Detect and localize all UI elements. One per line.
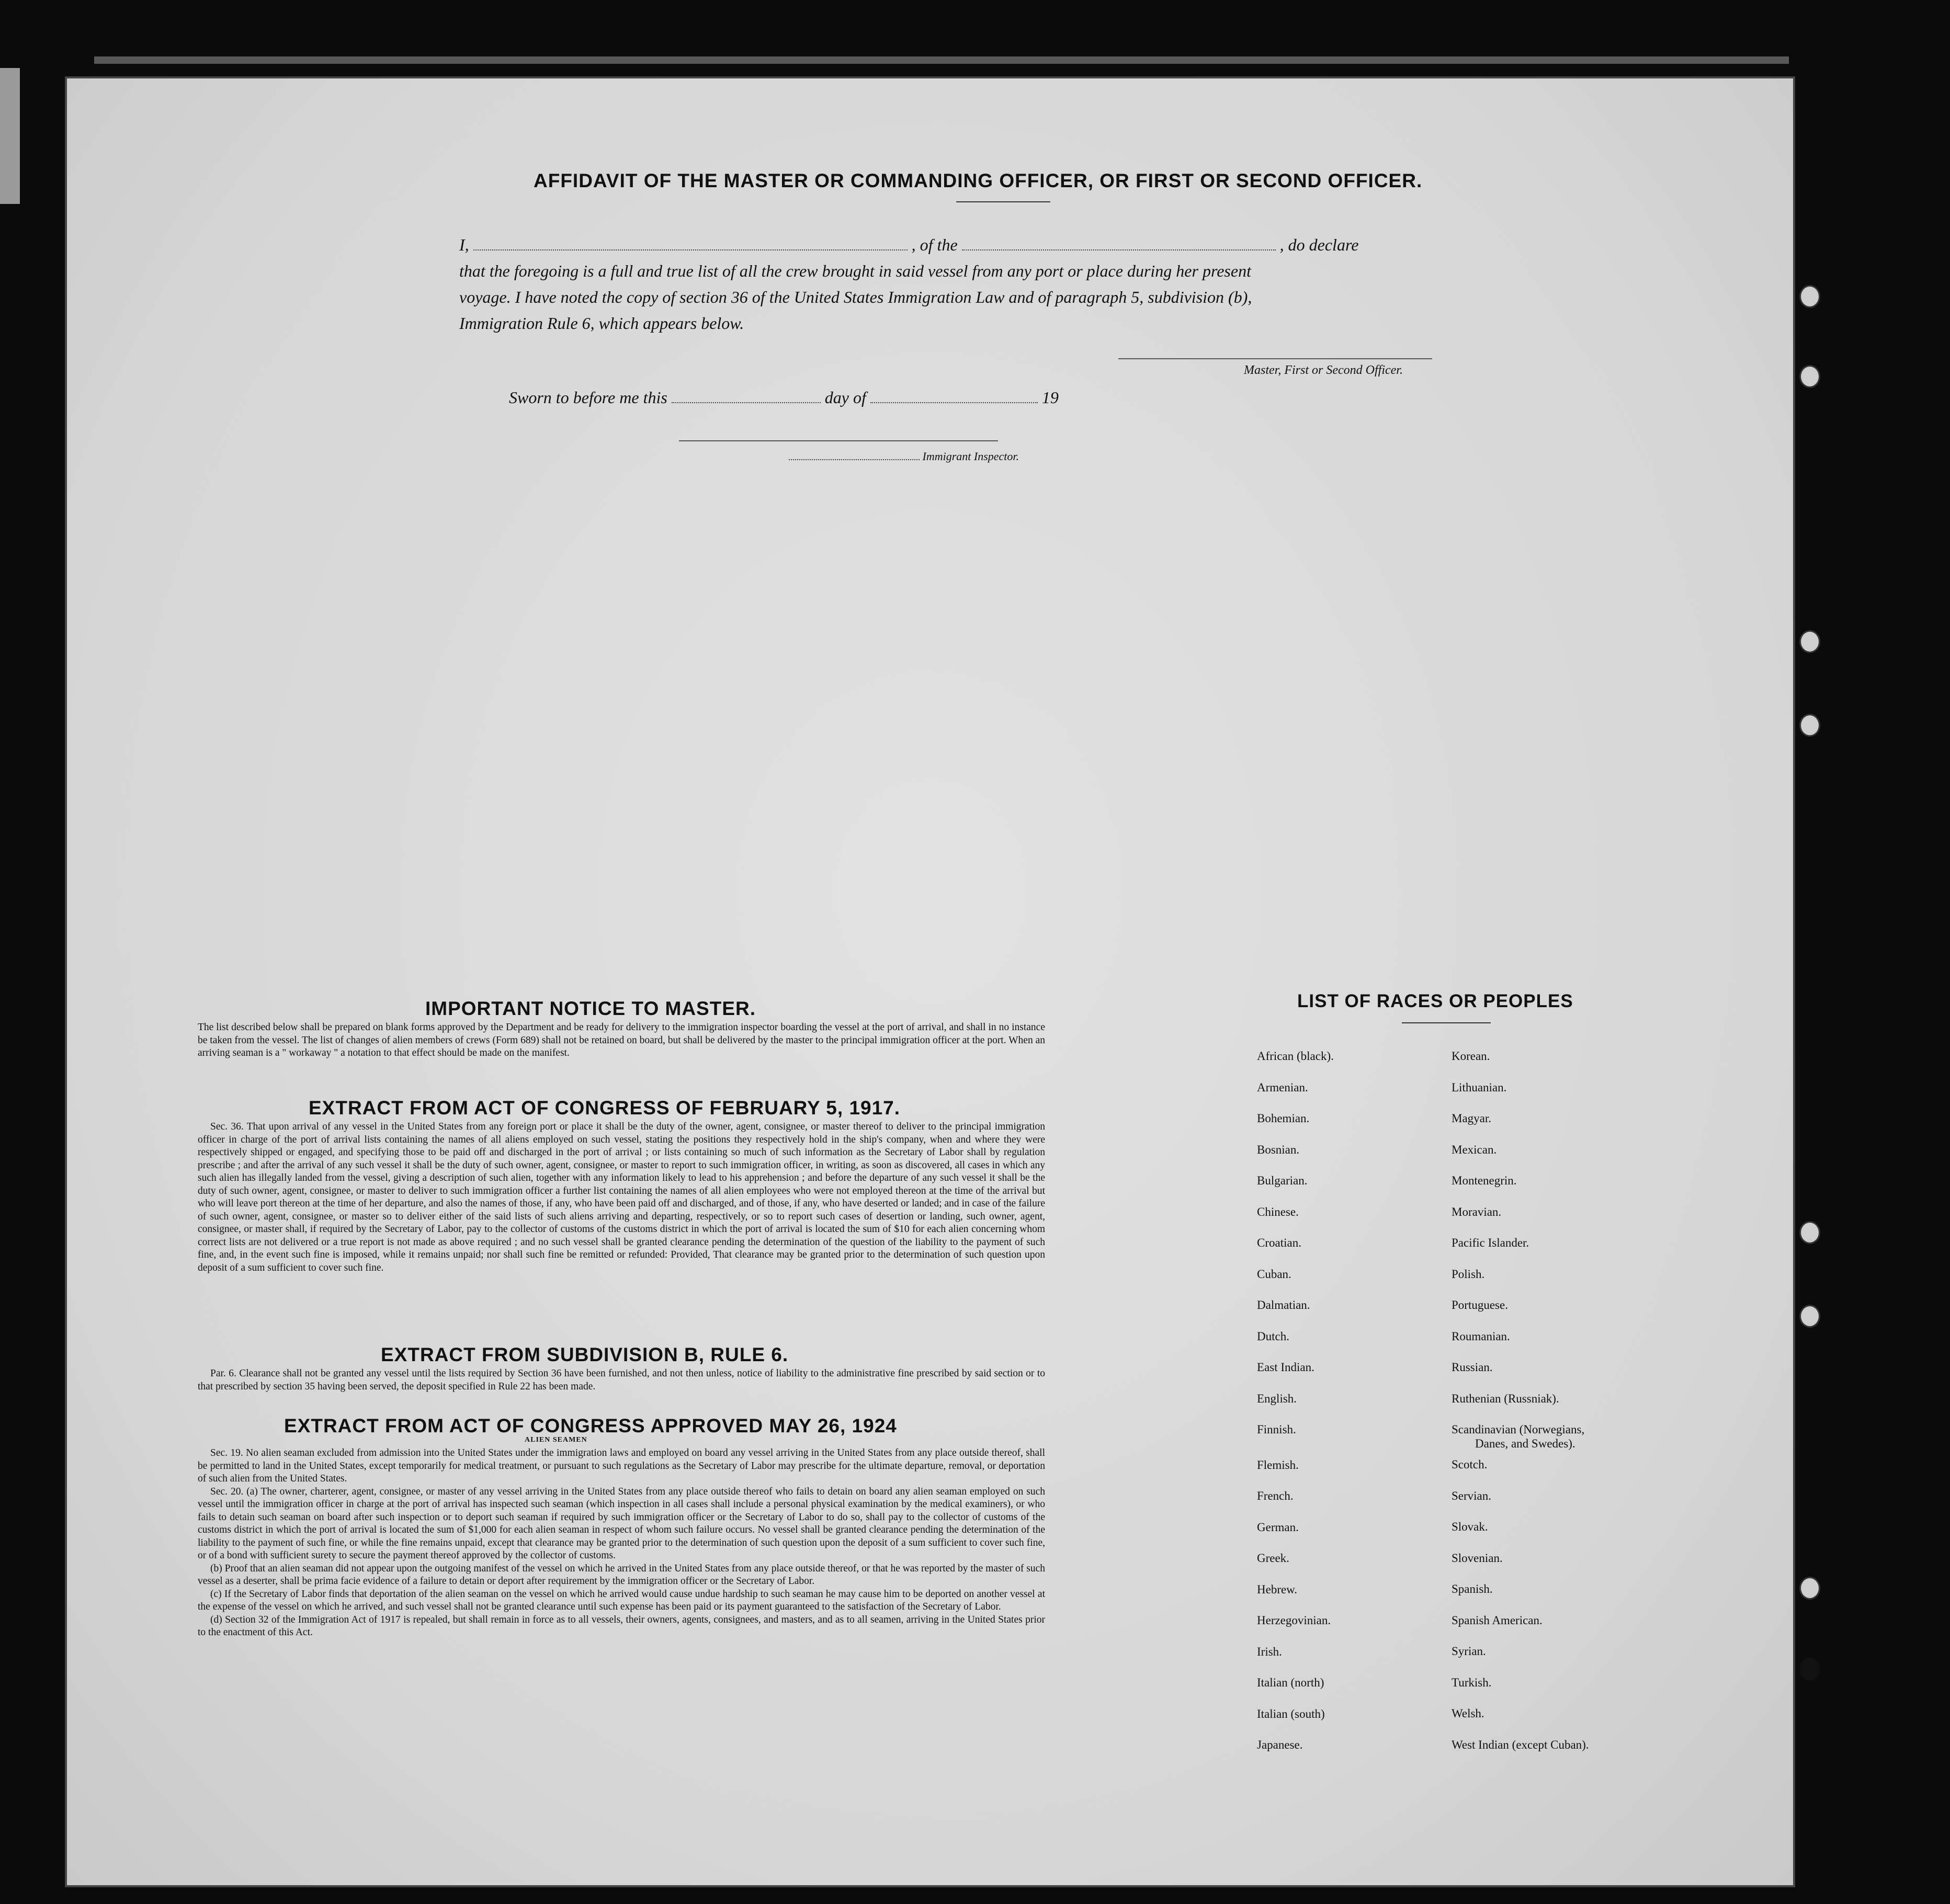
inspector-blank[interactable] [789,459,920,460]
race-item: Irish. [1257,1645,1282,1658]
alien-seamen-subtitle: ALIEN SEAMEN [525,1436,587,1444]
race-item: Roumanian. [1452,1329,1510,1343]
affidavit-i: I, [459,235,469,254]
extract-1917-text: Sec. 36. That upon arrival of any vessel in the United States from any foreign port or place it shall be the duty of the owner, agent, consignee, or master thereof to deliver to the principal immigration officer in charge of the port of arrival lists containing the names of all aliens employed on such vessel, stating the positions they respectively hold in the ship's company, when and where they were respectively shipped or engaged, and specifying those to be paid off and discharged in the port of arrival ; or lists containing so much of such information as the Secretary of Labor shall by regulation prescribe ; and after the arrival of any such vessel it shall be the duty of such owner, agent, consignee, or master to report to such immigration officer, in writing, as soon as discovered, all cases in which any such alien has illegally landed from the vessel, giving a description of such alien, together with any information likely to lead to his apprehension ; and before the departure of any such vessel it shall be the duty of such owner, agent, consignee, or master to deliver to such immigration officer a further list containing the names of all alien employees who were not employed thereon at the time of the arrival but who will leave port thereon at the time of her departure, and also the names of those, if any, who have been paid off and discharged, and of those, if any, who have deserted or landed; and in case of the failure of such owner, agent, consignee, or master so to deliver either of the said lists of such aliens arriving and departing, respectively, or so to report such cases of desertion or landing, such owner, agent, consignee, or master shall, if required by the Secretary of Labor, pay to the collector of customs of the customs district in which the port of arrival is located the sum of $10 for each alien concerning whom correct lists are not delivered or a true report is not made as above required ; and no such vessel shall be granted clearance pending the determination of the question of the liability to the payment of such fine, and, in the event such fine is imposed, while it remains unpaid; nor shall such fine be remitted or refunded: Provided, That clearance may be granted prior to the determination of such question upon deposit of a sum sufficient to cover such fine. [198,1121,1045,1273]
year-text: 19 [1041,388,1059,407]
affidavit-line-3: voyage. I have noted the copy of section 36 of the United States Immigration Law and of paragraph 5, subdivision (b), [459,288,1252,306]
race-item: Cuban. [1257,1267,1291,1281]
inspector-label: Immigrant Inspector. [922,450,1019,463]
race-item: Bohemian. [1257,1112,1310,1125]
sec-20d-text: (d) Section 32 of the Immigration Act of 1917 is repealed, but shall remain in force as to all vessels, their owners, agents, consignees, and masters, and as to all seamen, arriving in the United States prior to the enactment of this Act. [198,1614,1045,1638]
affidavit-line-4: Immigration Rule 6, which appears below. [459,314,744,333]
sworn-day-blank[interactable] [672,402,821,403]
inspector-line [789,450,1019,463]
affidavit-line-1 [459,235,1358,255]
binder-hole [1799,365,1820,388]
sec-19-text: Sec. 19. No alien seaman excluded from admission into the United States under the immigration laws and employed on board any vessel arriving in the United States from any place outside thereof, shall be permitted to land in the United States, except temporarily for medical treatment, or pursuant to such regulations as the Secretary of Labor may prescribe for the ultimate departure, removal, or deportation of such alien from the United States. [198,1447,1045,1484]
inspector-signature-line[interactable] [679,440,998,441]
name-blank[interactable] [473,249,908,250]
race-item: Polish. [1452,1267,1485,1281]
race-item: Dutch. [1257,1329,1289,1343]
sec-20a-text: Sec. 20. (a) The owner, charterer, agent, consignee, or master of any vessel arriving in the United States from any place outside thereof who fails to detain on board any alien seaman employed on such vessel until the immigration officer in charge at the port of arrival has inspected such seaman (which inspection in all cases shall include a personal physical examination by the medical examiners), or who fails to detain such seaman on board after such inspection or to deport such seaman if required by such immigration officer or the Secretary of Labor to do so, shall pay to the collector of customs of the customs district in which the port of arrival is located the sum of $1,000 for each alien seaman in respect of whom such failure occurs. No vessel shall be granted clearance pending the determination of the liability to the payment of such fine, or while the fine remains unpaid, except that clearance may be granted prior to the determination of such question upon the deposit of a sum sufficient to cover such fine, or of a bond with sufficient surety to secure the payment thereof approved by the collector of customs. [198,1486,1045,1561]
race-item: Montenegrin. [1452,1174,1517,1187]
race-item: Russian. [1452,1361,1493,1374]
race-item: Syrian. [1452,1645,1486,1658]
races-title: LIST OF RACES OR PEOPLES [1297,991,1573,1011]
race-item: English. [1257,1392,1297,1405]
race-item: Greek. [1257,1552,1289,1565]
sworn-line [509,388,1059,407]
race-item: East Indian. [1257,1361,1314,1374]
day-of-text: day of [824,388,866,407]
sec-20c-text: (c) If the Secretary of Labor finds that deportation of the alien seaman on the vessel on which he arrived would cause undue hardship to such seaman he may cause him to be deported on another vessel at the expense of the vessel on which he arrived, and such vessel shall not be granted clearance until such expense has been paid or its payment guaranteed to the satisfaction of the Secretary of Labor. [198,1588,1045,1612]
race-item: Scotch. [1452,1458,1488,1471]
race-item: French. [1257,1489,1294,1502]
scan-top-border [94,56,1789,64]
notice-text: The list described below shall be prepared on blank forms approved by the Department and be ready for delivery to the immigration inspector boarding the vessel at the port of arrival, and shall in no instance be taken from the vessel. The list of changes of alien members of crews (Form 689) shall not be retained on board, but shall be delivered by the master to the principal immigration officer at the port. When an arriving seaman is a " workaway " a notation to that effect should be made on the manifest. [198,1022,1045,1058]
race-item: Portuguese. [1452,1298,1508,1312]
extract-1924-body [198,1447,1045,1639]
rule6-text: Par. 6. Clearance shall not be granted any vessel until the lists required by Section 36 have been furnished, and not then unless, notice of liability to the administrative fine prescribed by said section or to that prescribed by section 35 having been served, the deposit specified in Rule 22 has been made. [198,1368,1045,1392]
race-item: Mexican. [1452,1143,1497,1156]
race-item: Servian. [1452,1489,1492,1502]
race-item: Chinese. [1257,1205,1299,1218]
race-item: Ruthenian (Russniak). [1452,1392,1559,1405]
notice-title: IMPORTANT NOTICE TO MASTER. [425,998,756,1019]
race-item: Welsh. [1452,1707,1484,1720]
sworn-month-blank[interactable] [870,402,1038,403]
race-item: Italian (north) [1257,1676,1324,1689]
races-title-underline [1402,1022,1491,1023]
race-item: Magyar. [1452,1112,1492,1125]
race-item: Dalmatian. [1257,1298,1310,1312]
affidavit-line-2: that the foregoing is a full and true list of all the crew brought in said vessel from any port or place during her present [459,261,1251,280]
race-item: Flemish. [1257,1458,1299,1472]
race-item: Finnish. [1257,1423,1296,1436]
sec-20b-text: (b) Proof that an alien seaman did not appear upon the outgoing manifest of the vessel on which he arrived in the United States from any place outside thereof, or that he was reported by the master of such vessel as a deserter, shall be prima facie evidence of a failure to detain or deport after requirement by the immigration officer or the Secretary of Labor. [198,1563,1045,1587]
binder-hole [1799,1658,1820,1681]
race-item: Scandinavian (Norwegians, [1452,1423,1585,1436]
master-label: Master, First or Second Officer. [1244,363,1403,377]
binder-hole [1799,1221,1820,1244]
race-item: Slovak. [1452,1520,1488,1533]
affidavit-title-underline [956,201,1050,202]
sworn-text: Sworn to before me this [509,388,667,407]
race-item: Spanish. [1452,1582,1493,1595]
race-item: German. [1257,1520,1299,1534]
binder-hole [1799,630,1820,653]
race-item: Bulgarian. [1257,1174,1308,1187]
binder-hole [1799,714,1820,737]
race-item: Hebrew. [1257,1582,1298,1596]
rule6-title: EXTRACT FROM SUBDIVISION B, RULE 6. [381,1344,789,1365]
affidavit-title: AFFIDAVIT OF THE MASTER OR COMMANDING OFFICER, OR FIRST OR SECOND OFFICER. [534,170,1423,191]
race-item: Spanish American. [1452,1613,1543,1627]
binder-hole [1799,285,1820,308]
race-item: Moravian. [1452,1205,1502,1218]
race-item: Bosnian. [1257,1143,1300,1156]
affidavit-declare: , do declare [1279,235,1359,254]
race-item: Croatian. [1257,1236,1301,1249]
race-item: Korean. [1452,1050,1490,1063]
race-item: Lithuanian. [1452,1080,1507,1094]
extract-1924-title: EXTRACT FROM ACT OF CONGRESS APPROVED MAY 26, 1924 [284,1415,897,1436]
master-signature-line[interactable] [1118,358,1432,359]
race-item: Italian (south) [1257,1707,1325,1720]
extract-1917-title: EXTRACT FROM ACT OF CONGRESS OF FEBRUARY 5, 1917. [309,1097,901,1119]
race-item: Slovenian. [1452,1551,1503,1565]
race-item: Turkish. [1452,1675,1492,1689]
race-item: Pacific Islander. [1452,1236,1529,1249]
binder-hole [1799,1305,1820,1328]
binder-hole [1799,1577,1820,1600]
race-item: Japanese. [1257,1738,1303,1751]
affidavit-of-the: , of the [911,235,958,254]
race-item: Herzegovinian. [1257,1614,1331,1627]
race-item: West Indian (except Cuban). [1452,1738,1589,1751]
race-item: African (black). [1257,1050,1334,1063]
race-item: Danes, and Swedes). [1475,1437,1575,1450]
document-page [67,78,1793,1885]
scan-edge-strip [0,68,20,204]
vessel-blank[interactable] [962,249,1276,250]
race-item: Armenian. [1257,1080,1308,1094]
